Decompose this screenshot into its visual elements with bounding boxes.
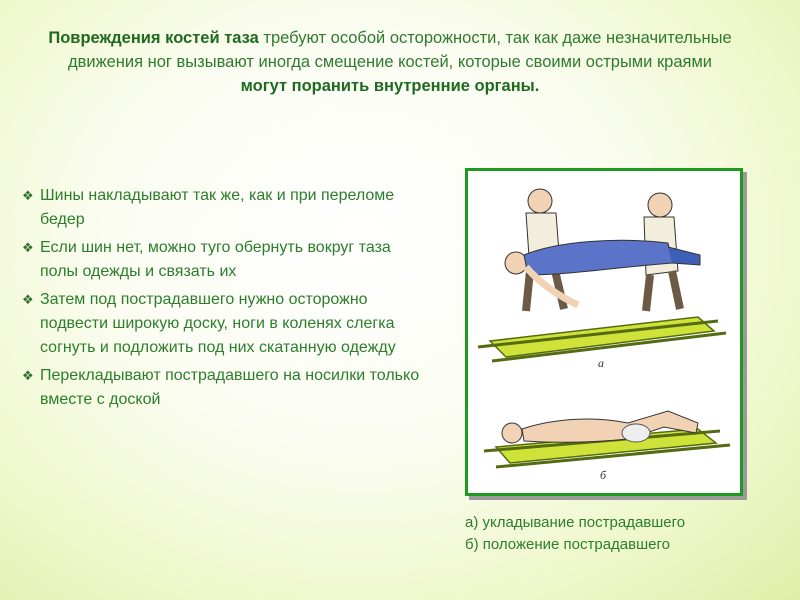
bullet-text: Перекладывают пострадавшего на носилки только вместе с доской (40, 367, 420, 408)
list-item (22, 364, 422, 412)
diamond-bullet-icon: ❖ (22, 368, 34, 383)
bullet-text: Шины накладывают так же, как и при переломе бедер (40, 187, 395, 228)
list-item (22, 288, 422, 360)
list-item (22, 236, 422, 284)
heading-bold-end: могут поранить внутренние органы. (240, 77, 540, 95)
heading-normal-part: требуют особой осторожности, так как даже незначительные движения ног вызывают иногда смещение костей, которые своими острыми краями (67, 29, 732, 71)
label-a: а (598, 356, 604, 370)
diamond-bullet-icon: ❖ (22, 188, 34, 203)
diamond-bullet-icon: ❖ (22, 240, 34, 255)
list-item (22, 184, 422, 232)
diamond-bullet-icon: ❖ (22, 292, 34, 307)
caption-line-b: б) положение пострадавшего (465, 536, 670, 553)
heading-bold-part: Повреждения костей таза (48, 29, 259, 47)
caption-line-a: а) укладывание пострадавшего (465, 514, 686, 531)
figure-caption (465, 512, 785, 556)
heading (20, 26, 760, 98)
illustration-frame (465, 168, 743, 496)
label-b: б (600, 468, 607, 482)
stretcher-illustration (468, 171, 734, 487)
bullet-list (22, 184, 422, 416)
bullet-text: Если шин нет, можно туго обернуть вокруг таза полы одежды и связать их (40, 239, 391, 280)
stretcher-a (478, 317, 726, 361)
bullet-text: Затем под пострадавшего нужно осторожно подвести широкую доску, ноги в коленях слегка согнуть и подложить под них скатанную одежду (40, 291, 396, 356)
